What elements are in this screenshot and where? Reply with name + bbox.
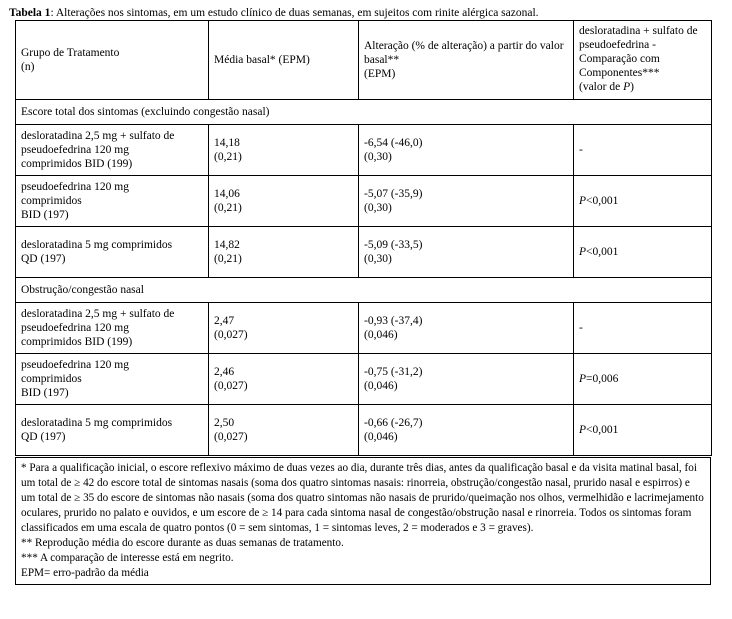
- cell-change-line: -5,09 (-33,5): [364, 239, 423, 251]
- cell-group: [16, 354, 209, 405]
- cell-change-line: -0,66 (-26,7): [364, 417, 423, 429]
- cell-basal-line: 14,06: [214, 188, 240, 200]
- cell-group: [16, 176, 209, 227]
- cell-basal: [209, 176, 359, 227]
- cell-group-line: comprimidos: [21, 373, 82, 385]
- cell-pvalue: [574, 227, 712, 278]
- cell-group-line: pseudoefedrina 120 mg: [21, 144, 129, 156]
- cell-pvalue: [574, 125, 712, 176]
- table-row: [16, 303, 712, 354]
- cell-basal-line: 2,47: [214, 315, 235, 327]
- pvalue-p: P: [579, 424, 587, 436]
- section-title: Obstrução/congestão nasal: [16, 278, 712, 303]
- cell-change-line: -0,93 (-37,4): [364, 315, 423, 327]
- cell-basal-line: (0,21): [214, 253, 242, 265]
- header-pvalue-suffix: ): [630, 81, 634, 93]
- cell-basal-line: 14,18: [214, 137, 240, 149]
- footnote: * Para a qualificação inicial, o escore reflexivo máximo de duas vezes ao dia, durante três dias, antes da qualificação basal e da visita matinal basal, foi um total de ≥ 42 do escore total de sintomas nasais (soma dos quatro sintomas nasais: rinorreia, obstrução/congestão nasal, prurido nasal e espirros) e um total de ≥ 35 do escore de sintomas não nasais (soma dos quatro sintomas não nasais de prurido/queimação nos olhos, vermelhidão e lacrimejamento oculares, prurido no palato e ouvidos, e um escore de ≥ 14 para cada sintoma nasal de congestão/obstrução nasal e rinorreia. Todos os sintomas foram classificados em uma escala de quatro pontos (0 = sem sintomas, 1 = sintomas leves, 2 = moderados e 3 = graves).: [21, 462, 704, 534]
- footnotes: [15, 457, 711, 585]
- cell-basal-line: (0,027): [214, 380, 248, 392]
- pvalue-value: <0,001: [586, 246, 619, 258]
- cell-change: [359, 125, 574, 176]
- cell-group: [16, 405, 209, 456]
- section-row: [16, 278, 712, 303]
- header-basal: [209, 21, 359, 100]
- header-change-unit: (EPM): [364, 68, 396, 80]
- cell-group-line: pseudoefedrina 120 mg: [21, 322, 129, 334]
- pvalue-p: P: [579, 195, 587, 207]
- cell-pvalue: [574, 405, 712, 456]
- cell-basal-line: (0,027): [214, 329, 248, 341]
- cell-group-line: desloratadina 5 mg comprimidos: [21, 417, 173, 429]
- table-row: [16, 176, 712, 227]
- cell-change-line: (0,30): [364, 253, 392, 265]
- header-basal-label: Média basal* (EPM): [214, 54, 310, 66]
- table-caption: [9, 6, 539, 20]
- footnote: ** Reprodução média do escore durante as duas semanas de tratamento.: [21, 537, 344, 549]
- cell-basal: [209, 354, 359, 405]
- table-body: [16, 100, 712, 456]
- footnote: EPM= erro-padrão da média: [21, 567, 149, 579]
- cell-group-line: comprimidos: [21, 195, 82, 207]
- cell-pvalue: [574, 303, 712, 354]
- cell-basal: [209, 303, 359, 354]
- header-comparison: [574, 21, 712, 100]
- cell-group-line: BID (197): [21, 387, 69, 399]
- header-comparison-label: desloratadina + sulfato de pseudoefedrina - Comparação com Componentes***: [579, 25, 698, 79]
- cell-group-line: desloratadina 2,5 mg + sulfato de: [21, 308, 175, 320]
- pvalue-p: P: [579, 373, 587, 385]
- cell-group-line: QD (197): [21, 253, 66, 265]
- cell-group-line: comprimidos BID (199): [21, 158, 133, 170]
- table-row: [16, 354, 712, 405]
- cell-basal: [209, 125, 359, 176]
- cell-change-line: -6,54 (-46,0): [364, 137, 423, 149]
- pvalue-p: P: [579, 246, 587, 258]
- table-header-row: [16, 21, 712, 100]
- cell-group: [16, 303, 209, 354]
- header-change-label: Alteração (% de alteração) a partir do valor basal**: [364, 40, 564, 66]
- cell-basal-line: (0,027): [214, 431, 248, 443]
- cell-group-line: desloratadina 2,5 mg + sulfato de: [21, 130, 175, 142]
- cell-group-line: BID (197): [21, 209, 69, 221]
- cell-basal-line: (0,21): [214, 151, 242, 163]
- cell-group-line: pseudoefedrina 120 mg: [21, 181, 129, 193]
- table-row: [16, 125, 712, 176]
- cell-change-line: (0,046): [364, 431, 398, 443]
- caption-text: : Alterações nos sintomas, em um estudo clínico de duas semanas, em sujeitos com rinite alérgica sazonal.: [50, 7, 539, 19]
- cell-group-line: comprimidos BID (199): [21, 336, 133, 348]
- cell-change: [359, 303, 574, 354]
- header-group: [16, 21, 209, 100]
- header-change: [359, 21, 574, 100]
- cell-change: [359, 227, 574, 278]
- pvalue-value: =0,006: [586, 373, 619, 385]
- cell-change-line: -5,07 (-35,9): [364, 188, 423, 200]
- cell-basal-line: (0,21): [214, 202, 242, 214]
- section-row: [16, 100, 712, 125]
- cell-change-line: (0,046): [364, 380, 398, 392]
- cell-pvalue: [574, 354, 712, 405]
- pvalue-value: <0,001: [586, 424, 619, 436]
- cell-change-line: (0,30): [364, 151, 392, 163]
- cell-basal: [209, 405, 359, 456]
- cell-group: [16, 227, 209, 278]
- cell-basal-line: 2,46: [214, 366, 235, 378]
- cell-change-line: -0,75 (-31,2): [364, 366, 423, 378]
- cell-change-line: (0,046): [364, 329, 398, 341]
- cell-group: [16, 125, 209, 176]
- pvalue-value: -: [579, 322, 583, 334]
- pvalue-value: -: [579, 144, 583, 156]
- table-row: [16, 227, 712, 278]
- section-title: Escore total dos sintomas (excluindo congestão nasal): [16, 100, 712, 125]
- header-pvalue-prefix: (valor de: [579, 81, 624, 93]
- caption-label: Tabela 1: [9, 7, 51, 19]
- header-group-label: Grupo de Tratamento: [21, 47, 120, 59]
- cell-change: [359, 176, 574, 227]
- cell-group-line: desloratadina 5 mg comprimidos: [21, 239, 173, 251]
- footnote: *** A comparação de interesse está em negrito.: [21, 552, 234, 564]
- pvalue-value: <0,001: [586, 195, 619, 207]
- cell-basal-line: 2,50: [214, 417, 235, 429]
- cell-group-line: pseudoefedrina 120 mg: [21, 359, 129, 371]
- cell-pvalue: [574, 176, 712, 227]
- cell-basal-line: 14,82: [214, 239, 240, 251]
- cell-change: [359, 354, 574, 405]
- cell-change-line: (0,30): [364, 202, 392, 214]
- results-table: [15, 20, 712, 456]
- header-pvalue-p: P: [623, 81, 631, 93]
- cell-change: [359, 405, 574, 456]
- header-group-n: (n): [21, 61, 35, 73]
- cell-basal: [209, 227, 359, 278]
- table-row: [16, 405, 712, 456]
- cell-group-line: QD (197): [21, 431, 66, 443]
